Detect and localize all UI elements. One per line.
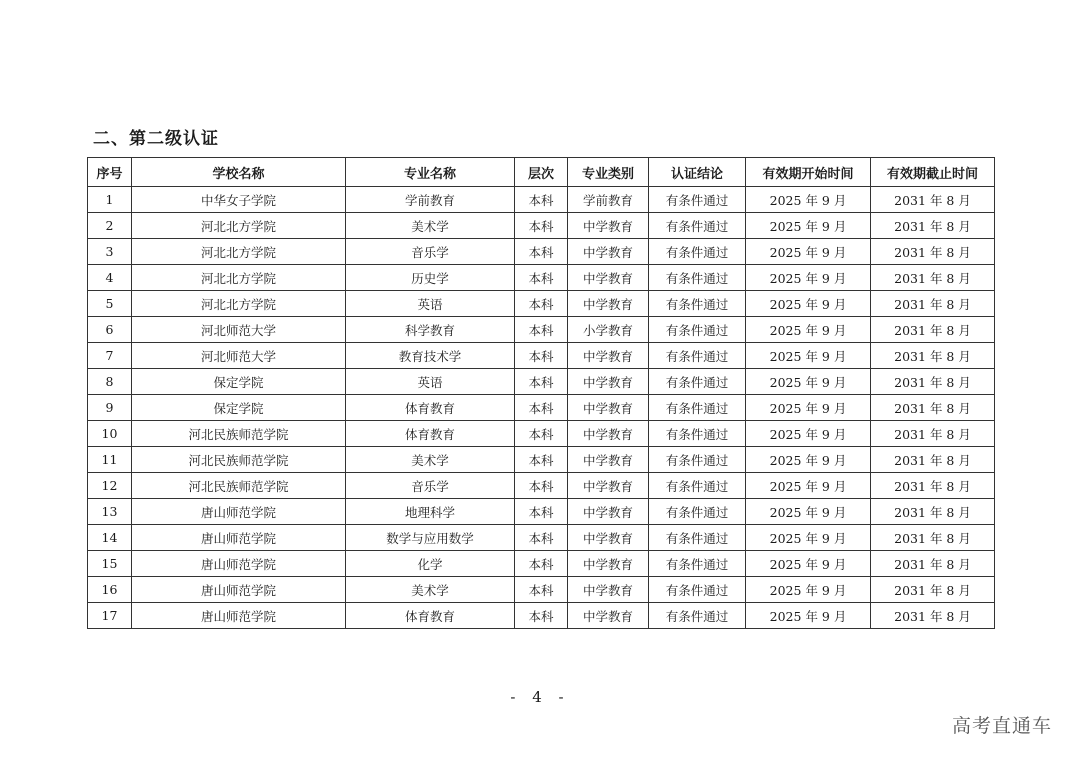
conclusion-cell: 有条件通过 [649,525,746,551]
school-name-cell: 唐山师范学院 [132,551,346,577]
major-category-cell: 中学教育 [568,213,649,239]
table-row [88,421,995,447]
level-cell: 本科 [515,265,568,291]
conclusion-cell: 有条件通过 [649,577,746,603]
major-name-cell: 历史学 [346,265,515,291]
valid-end-cell: 2031 年 8 月 [871,447,995,473]
level-cell: 本科 [515,369,568,395]
row-number-cell: 6 [88,317,132,343]
major-category-cell: 中学教育 [568,447,649,473]
major-name-cell: 体育教育 [346,395,515,421]
major-category-cell: 中学教育 [568,369,649,395]
valid-start-cell: 2025 年 9 月 [746,317,871,343]
valid-end-cell: 2031 年 8 月 [871,369,995,395]
table-row [88,577,995,603]
school-name-cell: 河北北方学院 [132,291,346,317]
row-number-cell: 1 [88,187,132,213]
major-category-cell: 中学教育 [568,551,649,577]
major-name-cell: 英语 [346,369,515,395]
valid-end-cell: 2031 年 8 月 [871,239,995,265]
row-number-cell: 16 [88,577,132,603]
table-row [88,369,995,395]
valid-end-cell: 2031 年 8 月 [871,551,995,577]
table-row [88,499,995,525]
school-name-cell: 中华女子学院 [132,187,346,213]
level-cell: 本科 [515,395,568,421]
row-number-cell: 15 [88,551,132,577]
school-name-cell: 唐山师范学院 [132,577,346,603]
row-number-cell: 14 [88,525,132,551]
school-name-cell: 河北北方学院 [132,239,346,265]
major-category-cell: 中学教育 [568,525,649,551]
table-row [88,395,995,421]
watermark: 高考直通车 [951,715,1052,737]
major-name-cell: 音乐学 [346,239,515,265]
level-cell: 本科 [515,421,568,447]
row-number-cell: 4 [88,265,132,291]
valid-start-cell: 2025 年 9 月 [746,187,871,213]
level-cell: 本科 [515,447,568,473]
school-name-cell: 河北北方学院 [132,265,346,291]
column-header: 学校名称 [132,158,346,187]
valid-start-cell: 2025 年 9 月 [746,291,871,317]
major-category-cell: 中学教育 [568,421,649,447]
level-cell: 本科 [515,499,568,525]
row-number-cell: 12 [88,473,132,499]
conclusion-cell: 有条件通过 [649,265,746,291]
conclusion-cell: 有条件通过 [649,551,746,577]
valid-end-cell: 2031 年 8 月 [871,187,995,213]
valid-end-cell: 2031 年 8 月 [871,499,995,525]
table-row [88,551,995,577]
table-row [88,525,995,551]
row-number-cell: 13 [88,499,132,525]
table-row [88,213,995,239]
level-cell: 本科 [515,551,568,577]
school-name-cell: 河北民族师范学院 [132,421,346,447]
major-category-cell: 学前教育 [568,187,649,213]
column-header: 有效期截止时间 [871,158,995,187]
valid-start-cell: 2025 年 9 月 [746,343,871,369]
conclusion-cell: 有条件通过 [649,187,746,213]
row-number-cell: 7 [88,343,132,369]
conclusion-cell: 有条件通过 [649,291,746,317]
column-header: 专业名称 [346,158,515,187]
table-row [88,291,995,317]
valid-end-cell: 2031 年 8 月 [871,473,995,499]
valid-end-cell: 2031 年 8 月 [871,291,995,317]
valid-end-cell: 2031 年 8 月 [871,395,995,421]
valid-start-cell: 2025 年 9 月 [746,473,871,499]
table-header-row [88,158,995,187]
school-name-cell: 河北师范大学 [132,343,346,369]
major-name-cell: 英语 [346,291,515,317]
school-name-cell: 保定学院 [132,395,346,421]
major-category-cell: 中学教育 [568,473,649,499]
level-cell: 本科 [515,577,568,603]
major-name-cell: 体育教育 [346,421,515,447]
valid-end-cell: 2031 年 8 月 [871,525,995,551]
major-category-cell: 中学教育 [568,395,649,421]
level-cell: 本科 [515,525,568,551]
conclusion-cell: 有条件通过 [649,603,746,629]
column-header: 序号 [88,158,132,187]
conclusion-cell: 有条件通过 [649,213,746,239]
major-category-cell: 中学教育 [568,499,649,525]
column-header: 专业类别 [568,158,649,187]
major-category-cell: 中学教育 [568,239,649,265]
page-number: - 4 - [510,688,570,706]
row-number-cell: 10 [88,421,132,447]
major-name-cell: 科学教育 [346,317,515,343]
conclusion-cell: 有条件通过 [649,317,746,343]
row-number-cell: 11 [88,447,132,473]
level-cell: 本科 [515,603,568,629]
section-title: 二、第二级认证 [93,129,219,149]
major-name-cell: 地理科学 [346,499,515,525]
table-row [88,317,995,343]
major-category-cell: 中学教育 [568,577,649,603]
level-cell: 本科 [515,291,568,317]
level-cell: 本科 [515,187,568,213]
conclusion-cell: 有条件通过 [649,343,746,369]
major-category-cell: 小学教育 [568,317,649,343]
column-header: 有效期开始时间 [746,158,871,187]
valid-start-cell: 2025 年 9 月 [746,395,871,421]
table-row [88,343,995,369]
school-name-cell: 保定学院 [132,369,346,395]
major-category-cell: 中学教育 [568,265,649,291]
major-name-cell: 美术学 [346,447,515,473]
valid-end-cell: 2031 年 8 月 [871,603,995,629]
column-header: 认证结论 [649,158,746,187]
level-cell: 本科 [515,213,568,239]
major-name-cell: 数学与应用数学 [346,525,515,551]
row-number-cell: 5 [88,291,132,317]
level-cell: 本科 [515,239,568,265]
row-number-cell: 8 [88,369,132,395]
valid-end-cell: 2031 年 8 月 [871,213,995,239]
school-name-cell: 唐山师范学院 [132,499,346,525]
valid-start-cell: 2025 年 9 月 [746,577,871,603]
valid-start-cell: 2025 年 9 月 [746,213,871,239]
valid-start-cell: 2025 年 9 月 [746,525,871,551]
valid-start-cell: 2025 年 9 月 [746,499,871,525]
valid-start-cell: 2025 年 9 月 [746,421,871,447]
valid-start-cell: 2025 年 9 月 [746,603,871,629]
valid-end-cell: 2031 年 8 月 [871,421,995,447]
major-category-cell: 中学教育 [568,603,649,629]
conclusion-cell: 有条件通过 [649,395,746,421]
table-row [88,603,995,629]
school-name-cell: 河北师范大学 [132,317,346,343]
column-header: 层次 [515,158,568,187]
row-number-cell: 2 [88,213,132,239]
valid-end-cell: 2031 年 8 月 [871,265,995,291]
school-name-cell: 河北北方学院 [132,213,346,239]
row-number-cell: 17 [88,603,132,629]
conclusion-cell: 有条件通过 [649,499,746,525]
major-name-cell: 教育技术学 [346,343,515,369]
valid-end-cell: 2031 年 8 月 [871,577,995,603]
table-row [88,447,995,473]
valid-start-cell: 2025 年 9 月 [746,369,871,395]
school-name-cell: 唐山师范学院 [132,603,346,629]
major-category-cell: 中学教育 [568,343,649,369]
major-name-cell: 音乐学 [346,473,515,499]
major-name-cell: 学前教育 [346,187,515,213]
school-name-cell: 河北民族师范学院 [132,473,346,499]
table-row [88,473,995,499]
level-cell: 本科 [515,473,568,499]
table-row [88,265,995,291]
major-name-cell: 美术学 [346,213,515,239]
valid-start-cell: 2025 年 9 月 [746,239,871,265]
level-cell: 本科 [515,343,568,369]
table-row [88,187,995,213]
conclusion-cell: 有条件通过 [649,447,746,473]
certification-table [87,157,995,629]
table-row [88,239,995,265]
major-name-cell: 体育教育 [346,603,515,629]
table-body [88,187,995,629]
school-name-cell: 唐山师范学院 [132,525,346,551]
major-name-cell: 美术学 [346,577,515,603]
conclusion-cell: 有条件通过 [649,473,746,499]
valid-end-cell: 2031 年 8 月 [871,343,995,369]
level-cell: 本科 [515,317,568,343]
major-name-cell: 化学 [346,551,515,577]
valid-start-cell: 2025 年 9 月 [746,551,871,577]
conclusion-cell: 有条件通过 [649,421,746,447]
conclusion-cell: 有条件通过 [649,239,746,265]
conclusion-cell: 有条件通过 [649,369,746,395]
row-number-cell: 3 [88,239,132,265]
valid-start-cell: 2025 年 9 月 [746,265,871,291]
valid-end-cell: 2031 年 8 月 [871,317,995,343]
row-number-cell: 9 [88,395,132,421]
valid-start-cell: 2025 年 9 月 [746,447,871,473]
major-category-cell: 中学教育 [568,291,649,317]
school-name-cell: 河北民族师范学院 [132,447,346,473]
